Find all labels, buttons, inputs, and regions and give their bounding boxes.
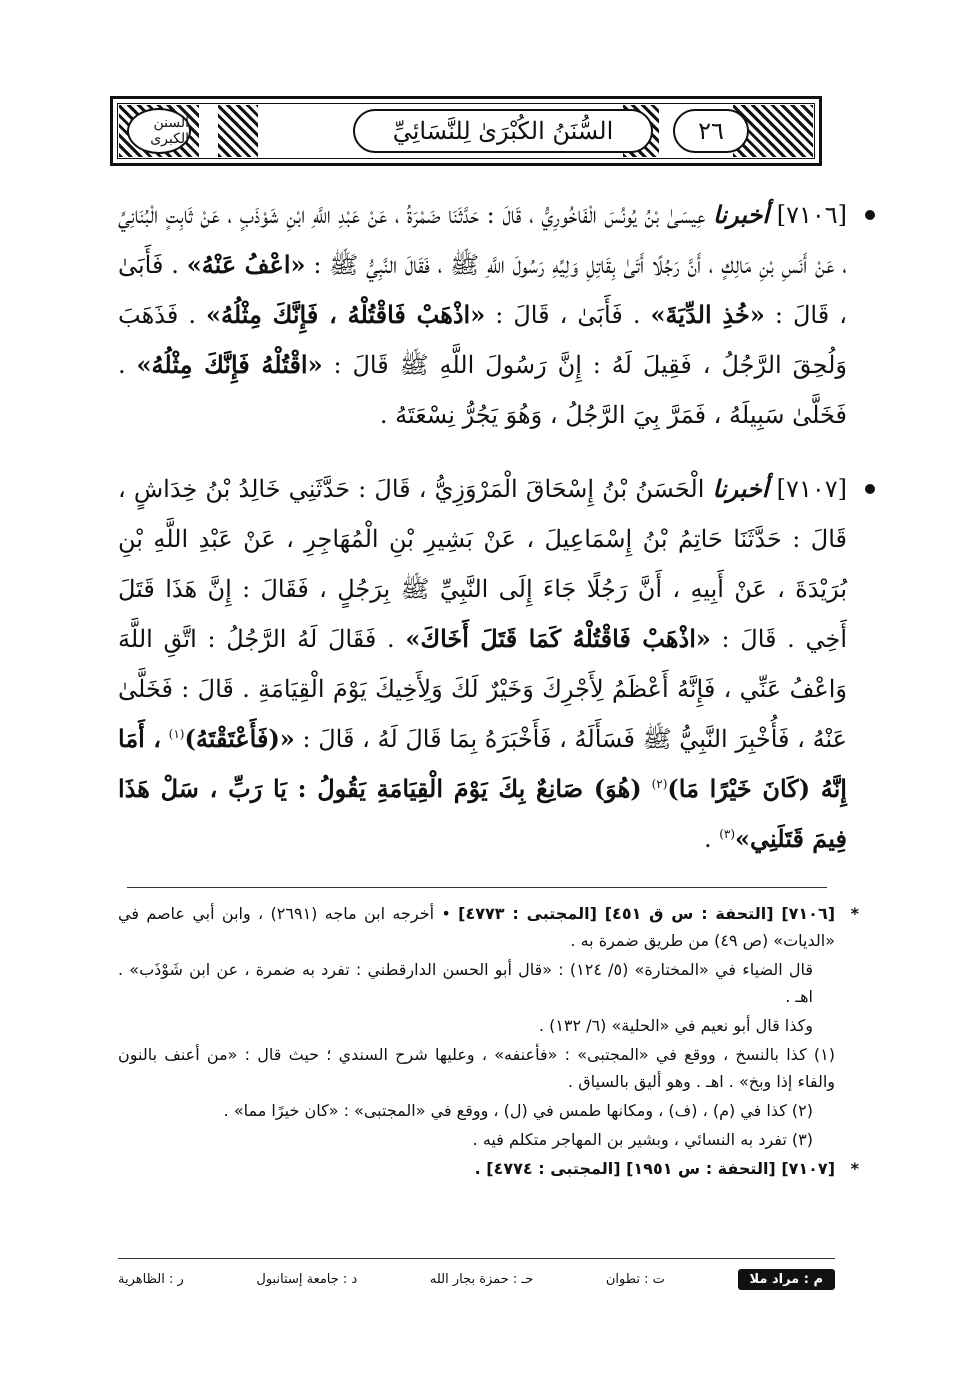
legend-t: ت : تطوان	[605, 1271, 665, 1287]
page-number: ٢٦	[673, 109, 749, 153]
prophet-quote: (هُوَ) صَانِعٌ بِكَ يَوْمَ الْقِيَامَةِ يَقُولُ : يَا رَبِّ ، سَلْ هَذَا فِيمَ قَتَلَنِي»	[118, 774, 847, 853]
legend-r: ر : الظاهرية	[118, 1271, 184, 1287]
footnote-divider	[127, 887, 827, 888]
footnotes	[118, 900, 859, 1184]
note-text: • أخرجه ابن ماجه (٢٦٩١) ، وابن أبي عاصم في «الديات» (ص ٤٩) من طريق ضمرة به .	[118, 904, 835, 950]
hadith-7107	[118, 464, 847, 864]
note-reference: [٧١٠٦] [التحفة : س ق ٤٥١] [المجتبى : ٤٧٧٣]	[458, 904, 836, 923]
prophet-quote: «اعْفُ عَنْهُ»	[186, 250, 306, 279]
asterisk-icon: *	[850, 904, 859, 923]
akhbarana-keyword: أخبرنا	[713, 200, 770, 229]
prophet-quote: «اذْهَبْ فَاقْتُلْهُ كَمَا قَتَلَ أَخَاكَ»	[405, 624, 711, 653]
page-header	[110, 96, 822, 166]
hadith-text: . فَأَبَىٰ ، قَالَ :	[495, 301, 641, 329]
prophet-quote: «(فَأَعْتَقْتَهُ)	[184, 724, 295, 753]
footnote-marker: (٢)	[651, 777, 668, 791]
hadith-text: . فَأَبَىٰ ، قَالَ :	[118, 251, 847, 329]
prophet-quote: «اذْهَبْ فَاقْتُلْهُ ، فَإِنَّكَ مِثْلُهُ»	[205, 300, 486, 329]
hadith-number: [٧١٠٧]	[776, 475, 847, 503]
prophet-quote: «اقْتُلْهُ فَإِنَّكَ مِثْلُهُ»	[136, 350, 323, 379]
manuscript-legend	[118, 1266, 835, 1292]
note-7106	[118, 900, 859, 954]
footer-divider	[118, 1258, 835, 1259]
footnote-marker: (٣)	[719, 827, 736, 841]
hadith-text: عِيسَىٰ بْنُ يُونُسَ الْفَاخُورِيُّ ، قَالَ : حَدَّثَنَا ضَمْرَةُ ، عَنْ عَبْدِ اللَّهِ ابْنِ شَوْذَبٍ ، عَنْ ثَابِتٍ الْبُنَانِيِّ ، عَنْ أَنَسِ بْنِ مَالِكٍ ، أَنَّ رَجُلًا أَتَىٰ بِقَاتِلِ وَلِيِّهِ رَسُولَ اللَّهِ ﷺ ، فَقَالَ النَّبِيُّ ﷺ :	[118, 201, 847, 279]
note-7106-c: وكذا قال أبو نعيم في «الحلية» (٦/ ١٣٢) .	[538, 1016, 813, 1035]
bullet-icon	[865, 484, 875, 494]
legend-h: حـ : حمزة بجار الله	[429, 1271, 534, 1287]
note-reference: [٧١٠٧] [التحفة : س ١٩٥١] [المجتبى : ٤٧٧٤] .	[474, 1159, 835, 1178]
ornament-mid-icon	[218, 105, 258, 157]
hadith-text: . فَقَالَ لَهُ الرَّجُلُ : اتَّقِ اللَّهَ وَاعْفُ عَنِّي ، فَإِنَّهُ أَعْظَمُ لِأَجْرِكَ وَخَيْرٌ لَكَ وَلِأَخِيكَ يَوْمَ الْقِيَامَةِ . قَالَ : فَخَلَّىٰ عَنْهُ ، فَأُخْبِرَ النَّبِيُّ ﷺ فَسَأَلَهُ ، فَأَخْبَرَهُ بِمَا قَالَ لَهُ ، قَالَ :	[118, 625, 847, 753]
prophet-quote: «خُذِ الدِّيَةَ»	[650, 300, 765, 329]
akhbarana-keyword: أخبرنا	[712, 474, 769, 503]
footnote-1: (١) كذا بالنسخ ، ووقع في «المجتبى» : «فأعنفه» ، وعليها شرح السندي ؛ حيث قال : «من أعنف بالنون والفاء إذا وبخ» . اهـ . وهو أليق بالسياق .	[118, 1045, 835, 1091]
book-logo: السنن الكبرى	[127, 108, 191, 154]
hadith-text: الْحَسَنُ بْنُ إِسْحَاقَ الْمَرْوَزِيُّ ، قَالَ : حَدَّثَنِي خَالِدُ بْنُ خِدَاشٍ ، قَالَ : حَدَّثَنَا حَاتِمُ بْنُ إِسْمَاعِيلَ ، عَنْ بَشِيرِ بْنِ الْمُهَاجِرِ ، عَنْ عَبْدِ اللَّهِ بْنِ بُرَيْدَةَ ، عَنْ أَبِيهِ ، أَنَّ رَجُلًا جَاءَ إِلَى النَّبِيِّ ﷺ بِرَجُلٍ ، فَقَالَ : إِنَّ هَذَا قَتَلَ أَخِي . قَالَ :	[118, 475, 847, 653]
asterisk-icon: *	[850, 1159, 859, 1178]
running-title: السُّنَنُ الكُبْرَىٰ لِلنَّسَائِيِّ	[353, 109, 653, 153]
note-7106-b: قال الضياء في «المختارة» (٥/ ١٢٤) : «قال أبو الحسن الدارقطني : تفرد به ضمرة ، عن ابن شَوْذَب» . اهـ .	[118, 960, 813, 1006]
footnote-marker: (١)	[168, 727, 185, 741]
hadith-text: .	[703, 825, 712, 853]
note-7107	[118, 1155, 859, 1182]
hadith-text: . فَخَلَّىٰ سَبِيلَهُ ، فَمَرَّ بِيَ الرَّجُلُ ، وَهُوَ يَجُرُّ نِسْعَتَهُ .	[118, 351, 847, 429]
legend-d: د : جامعة إستانبول	[256, 1271, 358, 1287]
hadith-number: [٧١٠٦]	[776, 201, 847, 229]
bullet-icon	[865, 210, 875, 220]
hadith-text: . فَذَهَبَ وَلُحِقَ الرَّجُلُ ، فَقِيلَ لَهُ : إِنَّ رَسُولَ اللَّهِ ﷺ قَالَ :	[118, 301, 847, 379]
main-text	[118, 190, 847, 876]
legend-m: م : مراد ملا	[738, 1269, 836, 1290]
prophet-quote: ، أَمَا إِنَّهُ (كَانَ خَيْرًا مَا)	[118, 724, 847, 803]
footnote-2: (٢) كذا في (م) ، (ف) ، ومكانها طمس في (ل) ، ووقع في «المجتبى» : «كان خيرًا مما» .	[223, 1101, 813, 1120]
hadith-7106	[118, 190, 847, 440]
footnote-3: (٣) تفرد به النسائي ، وبشير بن المهاجر متكلم فيه .	[472, 1130, 813, 1149]
